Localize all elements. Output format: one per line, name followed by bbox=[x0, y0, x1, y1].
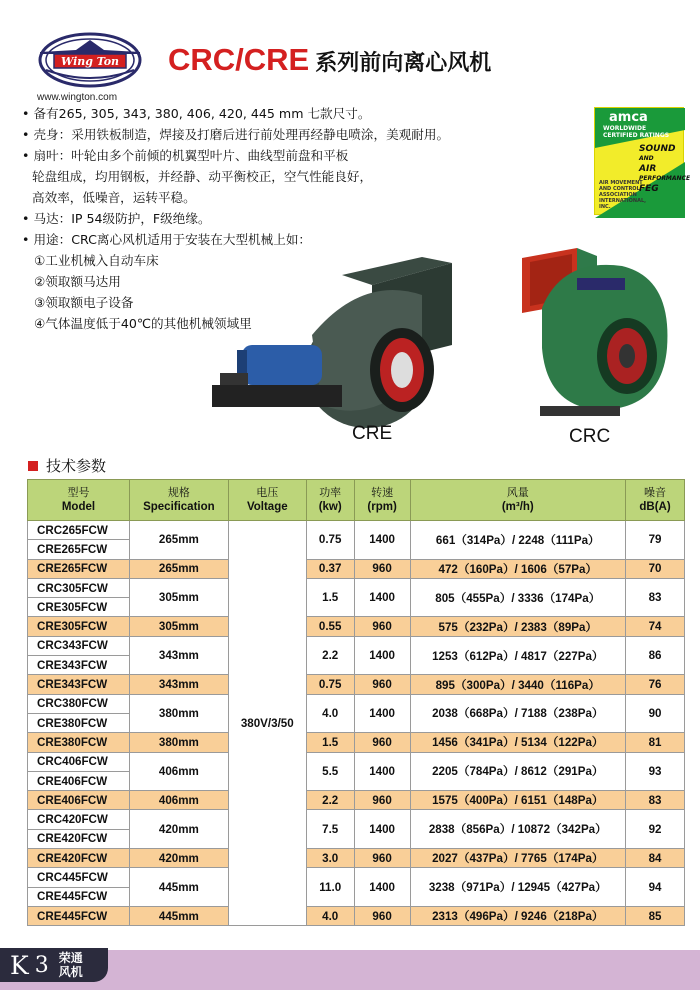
feature-impeller-cont-2: 高效率，低噪音，运转平稳。 bbox=[32, 190, 196, 205]
speed-cell: 1400 bbox=[354, 868, 410, 907]
col-noise: 噪音 dB(A) bbox=[626, 480, 685, 521]
speed-cell: 960 bbox=[354, 791, 410, 810]
section-marker bbox=[28, 461, 38, 471]
noise-cell: 92 bbox=[626, 810, 685, 849]
spec-cell: 445mm bbox=[129, 906, 228, 925]
airflow-cell: 1575（400Pa）/ 6151（148Pa） bbox=[410, 791, 625, 810]
noise-cell: 70 bbox=[626, 559, 685, 578]
noise-cell: 81 bbox=[626, 733, 685, 752]
table-row bbox=[28, 752, 685, 771]
section-heading bbox=[28, 455, 106, 476]
usage-item: ④气体温度低于40℃的其他机械领域里 bbox=[34, 316, 252, 331]
model-cell: CRC265FCW bbox=[28, 521, 130, 540]
model-cell: CRE305FCW bbox=[28, 598, 130, 617]
power-cell: 11.0 bbox=[306, 868, 354, 907]
power-cell: 0.75 bbox=[306, 521, 354, 560]
feature-housing: • 壳身：采用铁板制造，焊接及打磨后进行前处理再经静电喷涂，美观耐用。 bbox=[22, 124, 542, 145]
model-cell: CRE265FCW bbox=[28, 540, 130, 559]
noise-cell: 74 bbox=[626, 617, 685, 636]
model-cell: CRC343FCW bbox=[28, 636, 130, 655]
badge-ratings: WORLDWIDE CERTIFIED RATINGS bbox=[603, 125, 670, 139]
voltage-cell: 380V/3/50 bbox=[228, 521, 306, 926]
title-series: 系列前向离心风机 bbox=[315, 51, 492, 76]
col-spec: 规格 Specification bbox=[129, 480, 228, 521]
table-row bbox=[28, 578, 685, 597]
footer-brand: 荣通 风机 bbox=[58, 951, 83, 979]
spec-table bbox=[27, 479, 685, 926]
table-row-highlight bbox=[28, 559, 685, 578]
feature-motor: • 马达：IP 54级防护，F级绝缘。 bbox=[22, 208, 542, 229]
power-cell: 4.0 bbox=[306, 694, 354, 733]
speed-cell: 960 bbox=[354, 675, 410, 694]
airflow-cell: 805（455Pa）/ 3336（174Pa） bbox=[410, 578, 625, 617]
airflow-cell: 472（160Pa）/ 1606（57Pa） bbox=[410, 559, 625, 578]
airflow-cell: 2205（784Pa）/ 8612（291Pa） bbox=[410, 752, 625, 791]
noise-cell: 93 bbox=[626, 752, 685, 791]
col-voltage: 电压 Voltage bbox=[228, 480, 306, 521]
crc-fan-image bbox=[522, 248, 672, 420]
airflow-cell: 895（300Pa）/ 3440（116Pa） bbox=[410, 675, 625, 694]
power-cell: 7.5 bbox=[306, 810, 354, 849]
power-cell: 4.0 bbox=[306, 906, 354, 925]
speed-cell: 960 bbox=[354, 733, 410, 752]
noise-cell: 79 bbox=[626, 521, 685, 560]
spec-cell: 305mm bbox=[129, 578, 228, 617]
page-tab bbox=[0, 948, 108, 982]
table-row bbox=[28, 810, 685, 829]
model-cell: CRC406FCW bbox=[28, 752, 130, 771]
feature-usage: • 用途：CRC离心风机适用于安装在大型机械上如： bbox=[22, 229, 542, 250]
speed-cell: 960 bbox=[354, 617, 410, 636]
model-cell: CRC305FCW bbox=[28, 578, 130, 597]
spec-cell: 420mm bbox=[129, 810, 228, 849]
spec-cell: 406mm bbox=[129, 791, 228, 810]
usage-item: ②领取额马达用 bbox=[34, 274, 121, 289]
power-cell: 1.5 bbox=[306, 733, 354, 752]
model-cell: CRE343FCW bbox=[28, 675, 130, 694]
amca-certification-badge bbox=[594, 107, 691, 215]
model-cell: CRE445FCW bbox=[28, 887, 130, 906]
col-airflow: 风量 (m³/h) bbox=[410, 480, 625, 521]
speed-cell: 1400 bbox=[354, 694, 410, 733]
col-model: 型号 Model bbox=[28, 480, 130, 521]
feature-impeller-cont-1: 轮盘组成，均用钢板，并经静、动平衡校正，空气性能良好， bbox=[32, 169, 373, 184]
airflow-cell: 661（314Pa）/ 2248（111Pa） bbox=[410, 521, 625, 560]
spec-cell: 380mm bbox=[129, 733, 228, 752]
cre-fan-image bbox=[212, 255, 452, 430]
crc-label: CRC bbox=[569, 426, 611, 447]
table-row bbox=[28, 868, 685, 887]
model-cell: CRE420FCW bbox=[28, 829, 130, 848]
noise-cell: 86 bbox=[626, 636, 685, 675]
website-url[interactable]: www.wington.com bbox=[37, 92, 118, 103]
noise-cell: 83 bbox=[626, 791, 685, 810]
airflow-cell: 575（232Pa）/ 2383（89Pa） bbox=[410, 617, 625, 636]
model-cell: CRE343FCW bbox=[28, 656, 130, 675]
spec-cell: 420mm bbox=[129, 849, 228, 868]
cre-label: CRE bbox=[352, 423, 393, 444]
power-cell: 5.5 bbox=[306, 752, 354, 791]
usage-item: ③领取额电子设备 bbox=[34, 295, 134, 310]
col-power: 功率 (kw) bbox=[306, 480, 354, 521]
model-cell: CRE406FCW bbox=[28, 791, 130, 810]
table-row-highlight bbox=[28, 675, 685, 694]
model-cell: CRE265FCW bbox=[28, 559, 130, 578]
speed-cell: 1400 bbox=[354, 521, 410, 560]
power-cell: 3.0 bbox=[306, 849, 354, 868]
page-title bbox=[168, 42, 491, 82]
spec-cell: 406mm bbox=[129, 752, 228, 791]
feature-impeller: • 扇叶：叶轮由多个前倾的机翼型叶片、曲线型前盘和平板 bbox=[22, 145, 542, 166]
speed-cell: 1400 bbox=[354, 578, 410, 617]
table-row-highlight bbox=[28, 849, 685, 868]
model-cell: CRE305FCW bbox=[28, 617, 130, 636]
spec-cell: 380mm bbox=[129, 694, 228, 733]
table-row-highlight bbox=[28, 906, 685, 925]
col-speed: 转速 (rpm) bbox=[354, 480, 410, 521]
table-row-highlight bbox=[28, 791, 685, 810]
model-cell: CRE380FCW bbox=[28, 713, 130, 732]
page-section-letter: K bbox=[10, 950, 29, 980]
model-cell: CRE380FCW bbox=[28, 733, 130, 752]
power-cell: 2.2 bbox=[306, 636, 354, 675]
spec-cell: 343mm bbox=[129, 675, 228, 694]
airflow-cell: 2038（668Pa）/ 7188（238Pa） bbox=[410, 694, 625, 733]
table-row bbox=[28, 636, 685, 655]
wington-logo bbox=[36, 30, 144, 90]
speed-cell: 1400 bbox=[354, 810, 410, 849]
speed-cell: 960 bbox=[354, 559, 410, 578]
speed-cell: 1400 bbox=[354, 752, 410, 791]
spec-cell: 445mm bbox=[129, 868, 228, 907]
table-row-highlight bbox=[28, 617, 685, 636]
spec-cell: 343mm bbox=[129, 636, 228, 675]
noise-cell: 83 bbox=[626, 578, 685, 617]
airflow-cell: 2838（856Pa）/ 10872（342Pa） bbox=[410, 810, 625, 849]
spec-cell: 265mm bbox=[129, 559, 228, 578]
airflow-cell: 3238（971Pa）/ 12945（427Pa） bbox=[410, 868, 625, 907]
airflow-cell: 1253（612Pa）/ 4817（227Pa） bbox=[410, 636, 625, 675]
power-cell: 1.5 bbox=[306, 578, 354, 617]
model-cell: CRE420FCW bbox=[28, 849, 130, 868]
logo-text: Wing Ton bbox=[60, 55, 120, 68]
table-header-row bbox=[28, 480, 685, 521]
usage-item: ①工业机械入自动车床 bbox=[34, 253, 159, 268]
model-cell: CRC420FCW bbox=[28, 810, 130, 829]
power-cell: 0.55 bbox=[306, 617, 354, 636]
spec-cell: 305mm bbox=[129, 617, 228, 636]
model-cell: CRC445FCW bbox=[28, 868, 130, 887]
badge-performance: SOUND AND AIR PERFORMANCE FEG bbox=[639, 144, 691, 194]
table-row bbox=[28, 694, 685, 713]
model-cell: CRC380FCW bbox=[28, 694, 130, 713]
noise-cell: 90 bbox=[626, 694, 685, 733]
power-cell: 0.37 bbox=[306, 559, 354, 578]
table-row bbox=[28, 521, 685, 540]
speed-cell: 960 bbox=[354, 849, 410, 868]
speed-cell: 1400 bbox=[354, 636, 410, 675]
title-model: CRC/CRE bbox=[168, 42, 310, 77]
badge-amca: amca bbox=[609, 110, 648, 125]
speed-cell: 960 bbox=[354, 906, 410, 925]
noise-cell: 76 bbox=[626, 675, 685, 694]
airflow-cell: 2027（437Pa）/ 7765（174Pa） bbox=[410, 849, 625, 868]
noise-cell: 84 bbox=[626, 849, 685, 868]
power-cell: 2.2 bbox=[306, 791, 354, 810]
section-title: 技术参数 bbox=[46, 457, 107, 475]
page-number: 3 bbox=[34, 952, 49, 978]
airflow-cell: 1456（341Pa）/ 5134（122Pa） bbox=[410, 733, 625, 752]
power-cell: 0.75 bbox=[306, 675, 354, 694]
noise-cell: 85 bbox=[626, 906, 685, 925]
airflow-cell: 2313（496Pa）/ 9246（218Pa） bbox=[410, 906, 625, 925]
feature-sizes: • 备有265, 305, 343, 380, 406, 420, 445 mm 七款尺寸。 bbox=[22, 103, 542, 124]
model-cell: CRE406FCW bbox=[28, 771, 130, 790]
model-cell: CRE445FCW bbox=[28, 906, 130, 925]
noise-cell: 94 bbox=[626, 868, 685, 907]
spec-cell: 265mm bbox=[129, 521, 228, 560]
table-row-highlight bbox=[28, 733, 685, 752]
badge-association: AIR MOVEMENT AND CONTROL ASSOCIATION INTERNATIONAL, INC. bbox=[599, 180, 647, 210]
